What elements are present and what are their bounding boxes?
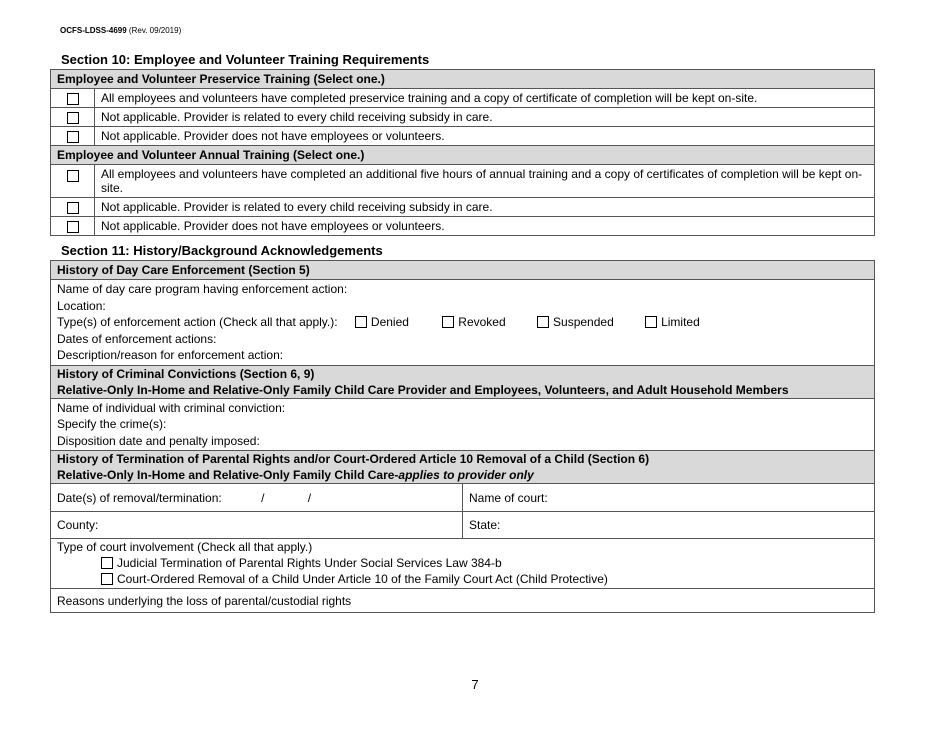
judicial-termination-option[interactable] xyxy=(57,555,868,571)
court-name-field[interactable]: Name of court: xyxy=(463,484,875,512)
enforcement-header: History of Day Care Enforcement (Section 5) xyxy=(51,261,875,280)
preservice-option-3-label: Not applicable. Provider does not have employees or volunteers. xyxy=(95,127,875,146)
termination-header-line2-italic: applies to provider only xyxy=(398,468,534,482)
annual-option-1-label: All employees and volunteers have completed an additional five hours of annual training and a copy of certificates of completion will be kept on-site. xyxy=(95,165,875,198)
limited-option[interactable] xyxy=(645,314,700,331)
location-field[interactable]: Location: xyxy=(57,298,106,313)
annual-option-row xyxy=(51,165,875,198)
termination-header-line2 xyxy=(57,467,868,483)
limited-checkbox[interactable] xyxy=(645,316,657,328)
criminal-details xyxy=(51,398,875,451)
preservice-option-3-checkbox[interactable] xyxy=(67,131,79,143)
court-ordered-removal-option[interactable] xyxy=(57,571,868,587)
form-code: OCFS-LDSS-4699 xyxy=(60,26,127,35)
annual-option-3-label: Not applicable. Provider does not have employees or volunteers. xyxy=(95,217,875,236)
suspended-checkbox[interactable] xyxy=(537,316,549,328)
criminal-name-field[interactable]: Name of individual with criminal conviction: xyxy=(57,400,286,415)
revoked-label: Revoked xyxy=(458,315,506,329)
reasons-field[interactable]: Reasons underlying the loss of parental/custodial rights xyxy=(51,589,875,613)
denied-checkbox[interactable] xyxy=(355,316,367,328)
court-involvement xyxy=(51,539,875,589)
removal-dates-label: Date(s) of removal/termination: xyxy=(57,490,222,505)
criminal-header xyxy=(51,365,875,398)
limited-label: Limited xyxy=(661,315,700,329)
denied-option[interactable] xyxy=(355,314,409,331)
court-ordered-removal-label: Court-Ordered Removal of a Child Under Article 10 of the Family Court Act (Child Protective) xyxy=(117,572,608,586)
court-involvement-label: Type of court involvement (Check all that apply.) xyxy=(57,540,313,554)
county-field[interactable]: County: xyxy=(51,512,463,539)
date-separator: / xyxy=(261,490,265,505)
form-identifier xyxy=(60,26,181,35)
enforcement-types xyxy=(57,314,868,331)
suspended-label: Suspended xyxy=(553,315,614,329)
annual-option-2-checkbox[interactable] xyxy=(67,202,79,214)
page-number: 7 xyxy=(471,677,479,692)
preservice-option-row xyxy=(51,108,875,127)
removal-dates-field[interactable] xyxy=(51,484,463,512)
section-11-title: Section 11: History/Background Acknowledgements xyxy=(61,243,383,258)
enforcement-description-field[interactable]: Description/reason for enforcement action: xyxy=(57,348,284,362)
crime-field[interactable]: Specify the crime(s): xyxy=(57,417,167,431)
section-10-title: Section 10: Employee and Volunteer Training Requirements xyxy=(61,52,430,67)
annual-option-row xyxy=(51,198,875,217)
judicial-termination-label: Judicial Termination of Parental Rights Under Social Services Law 384-b xyxy=(117,556,502,570)
date-separator: / xyxy=(307,490,312,505)
annual-option-row xyxy=(51,217,875,236)
revoked-checkbox[interactable] xyxy=(442,316,454,328)
enforcement-details xyxy=(51,280,875,366)
annual-option-3-checkbox[interactable] xyxy=(67,221,79,233)
termination-header xyxy=(51,451,875,484)
training-table xyxy=(50,69,875,236)
judicial-termination-checkbox[interactable] xyxy=(101,557,113,569)
annual-header: Employee and Volunteer Annual Training (Select one.) xyxy=(51,146,875,165)
program-name-field[interactable]: Name of day care program having enforcement action: xyxy=(57,282,348,296)
annual-option-1-checkbox[interactable] xyxy=(67,170,79,182)
court-ordered-removal-checkbox[interactable] xyxy=(101,573,113,585)
preservice-option-2-checkbox[interactable] xyxy=(67,112,79,124)
termination-header-line2-main: Relative-Only In-Home and Relative-Only Family Child Care- xyxy=(57,468,399,482)
preservice-option-row xyxy=(51,89,875,108)
enforcement-dates-field[interactable]: Dates of enforcement actions: xyxy=(57,331,217,346)
criminal-header-line2: Relative-Only In-Home and Relative-Only Family Child Care Provider and Employees, Volunteers, and Adult Household Members xyxy=(57,382,789,397)
suspended-option[interactable] xyxy=(537,314,614,331)
preservice-option-row xyxy=(51,127,875,146)
preservice-option-1-label: All employees and volunteers have completed preservice training and a copy of certificate of completion will be kept on-site. xyxy=(95,89,875,108)
disposition-field[interactable]: Disposition date and penalty imposed: xyxy=(57,433,260,448)
enforcement-types-label: Type(s) of enforcement action (Check all that apply.): xyxy=(57,315,338,329)
denied-label: Denied xyxy=(370,315,409,329)
form-revision: (Rev. 09/2019) xyxy=(128,26,182,35)
criminal-header-line1: History of Criminal Convictions (Section 6, 9) xyxy=(57,366,315,381)
preservice-option-2-label: Not applicable. Provider is related to every child receiving subsidy in care. xyxy=(95,108,875,127)
annual-option-2-label: Not applicable. Provider is related to every child receiving subsidy in care. xyxy=(95,198,875,217)
history-table xyxy=(50,260,875,613)
revoked-option[interactable] xyxy=(442,314,505,331)
state-field[interactable]: State: xyxy=(463,512,875,539)
preservice-option-1-checkbox[interactable] xyxy=(67,93,79,105)
termination-header-line1: History of Termination of Parental Rights and/or Court-Ordered Article 10 Removal of a Child (Section 6) xyxy=(57,452,650,466)
preservice-header: Employee and Volunteer Preservice Training (Select one.) xyxy=(51,70,875,89)
